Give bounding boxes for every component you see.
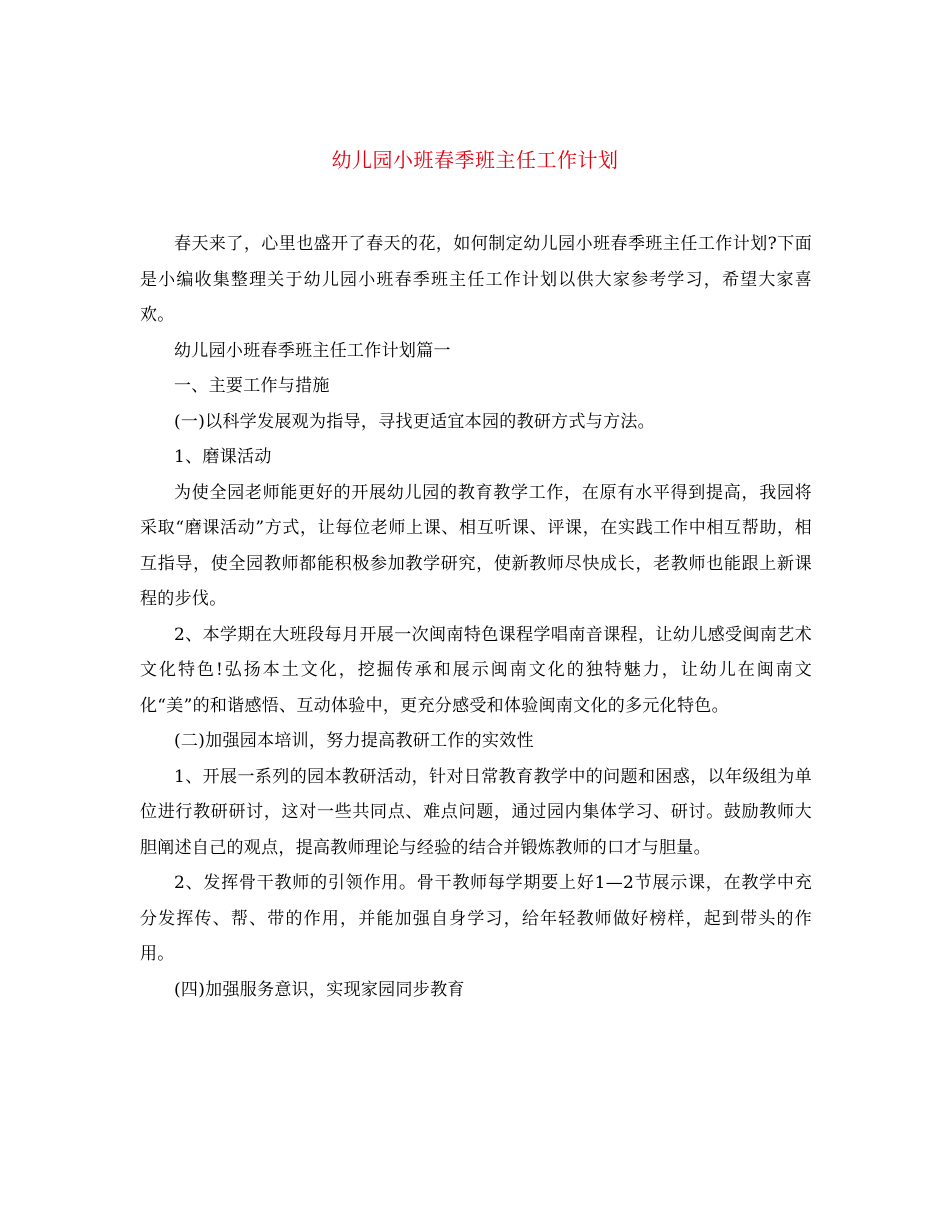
document-title: 幼儿园小班春季班主任工作计划 [331, 148, 619, 172]
paragraph-subheading-4: (四)加强服务意识，实现家园同步教育 [174, 979, 465, 1000]
paragraph-section-heading: 幼儿园小班春季班主任工作计划篇一 [174, 340, 451, 361]
paragraph-body-4: 2、发挥骨干教师的引领作用。骨干教师每学期要上好1—2节展示课，在教学中充分发挥传、帮、带的作用，并能加强自身学习，给年轻教师做好榜样，起到带头的作用。 [140, 873, 812, 964]
paragraph-body-3: 1、开展一系列的园本教研活动，针对日常教育教学中的问题和困惑，以年级组为单位进行教研研讨，这对一些共同点、难点问题，通过园内集体学习、研讨。鼓励教师大胆阐述自己的观点，提高教师理论与经验的结合并锻炼教师的口才与胆量。 [140, 766, 812, 858]
paragraph-body-1: 为使全园老师能更好的开展幼儿园的教育教学工作，在原有水平得到提高，我园将采取“磨课活动”方式，让每位老师上课、相互听课、评课，在实践工作中相互帮助，相互指导，使全园教师都能积极参加教学研究，使新教师尽快成长，老教师也能跟上新课程的步伐。 [140, 482, 812, 609]
paragraph-body-2: 2、本学期在大班段每月开展一次闽南特色课程学唱南音课程，让幼儿感受闽南艺术文化特色!弘扬本土文化，挖掘传承和展示闽南文化的独特魅力，让幼儿在闽南文化“美”的和谐感悟、互动体验中，更充分感受和体验闽南文化的多元化特色。 [140, 624, 812, 716]
document-body [140, 227, 812, 1008]
paragraph-intro: 春天来了，心里也盛开了春天的花，如何制定幼儿园小班春季班主任工作计划?下面是小编收集整理关于幼儿园小班春季班主任工作计划以供大家参考学习，希望大家喜欢。 [140, 234, 812, 325]
paragraph-subheading-2: (二)加强园本培训，努力提高教研工作的实效性 [174, 731, 534, 751]
paragraph-main-work-heading: 一、主要工作与措施 [174, 376, 330, 396]
paragraph-item-heading-1: 1、磨课活动 [174, 447, 272, 467]
paragraph-subheading-1: (一)以科学发展观为指导，寻找更适宜本园的教研方式与方法。 [174, 411, 655, 432]
